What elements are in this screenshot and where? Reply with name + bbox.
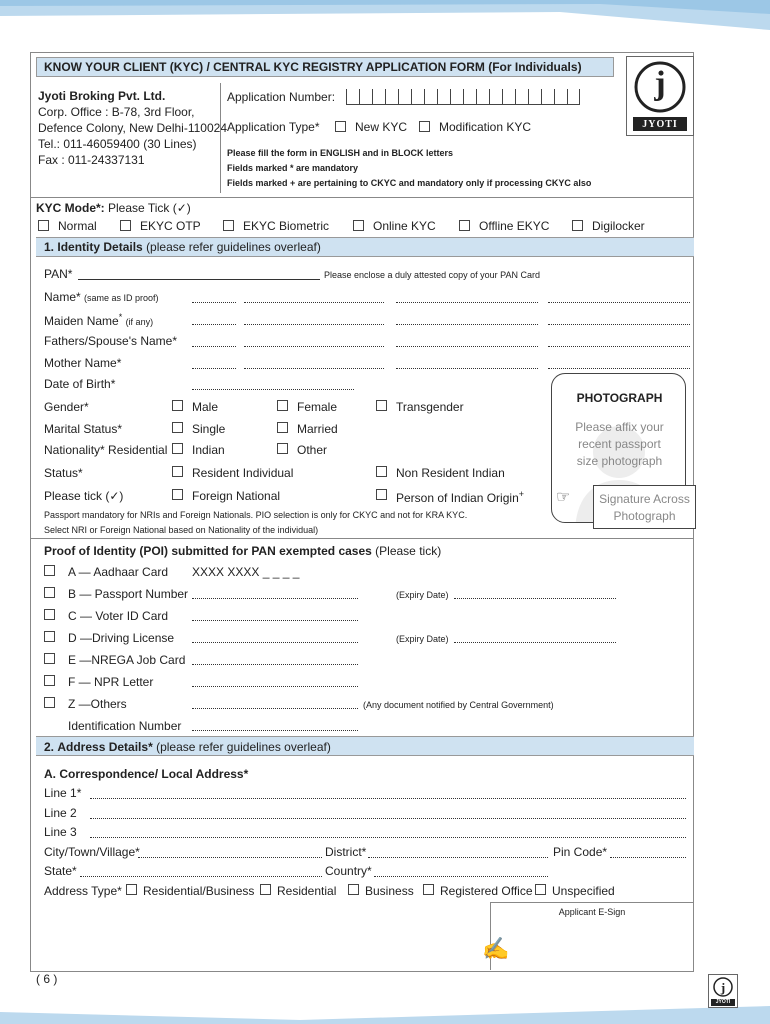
- application-number-digit[interactable]: [437, 89, 450, 105]
- photo-line2: recent passport: [578, 437, 661, 451]
- address-line3-field[interactable]: [90, 837, 686, 838]
- pin-field[interactable]: [610, 857, 686, 858]
- poi-hint: (Please tick): [375, 544, 442, 558]
- address-line2-field[interactable]: [90, 818, 686, 819]
- maiden-label-wrap: Maiden Name* (if any): [44, 312, 154, 328]
- pointing-hand-icon: ☞: [556, 489, 571, 506]
- kyc-mode-heading: [36, 201, 191, 215]
- section1-number: 1.: [44, 240, 55, 254]
- kyc-mode-normal-checkbox[interactable]: [38, 220, 49, 231]
- address-line1-field[interactable]: [90, 798, 686, 799]
- nationality-other-label: Other: [297, 443, 328, 457]
- application-number-digit[interactable]: [489, 89, 502, 105]
- footer-logo-text: JYOTI: [715, 999, 731, 1005]
- addr-registered-office-checkbox[interactable]: [423, 884, 434, 895]
- company-name: Jyoti Broking Pvt. Ltd.: [38, 89, 166, 103]
- poi-passport-expiry-label: (Expiry Date): [396, 590, 449, 600]
- addr-business-checkbox[interactable]: [348, 884, 359, 895]
- modification-kyc-label: Modification KYC: [439, 120, 532, 134]
- poi-driving-expiry-field[interactable]: [454, 642, 616, 643]
- application-type-label: Application Type*: [227, 120, 320, 134]
- pin-label: Pin Code*: [553, 845, 608, 859]
- addr-residential-business-checkbox[interactable]: [126, 884, 137, 895]
- company-address: Defence Colony, New Delhi-110024: [38, 121, 227, 135]
- name-label: Name*: [44, 290, 81, 304]
- name-hint: (same as ID proof): [84, 293, 159, 303]
- non-resident-indian-label: Non Resident Indian: [396, 466, 505, 480]
- poi-driving-field[interactable]: [192, 642, 358, 643]
- non-resident-indian-checkbox[interactable]: [376, 466, 387, 477]
- maiden-first-field[interactable]: [244, 324, 384, 325]
- kyc-mode-offline-ekyc-label: Offline EKYC: [479, 219, 550, 233]
- mother-label: Mother Name*: [44, 356, 122, 370]
- application-number-digit[interactable]: [463, 89, 476, 105]
- kyc-mode-ekyc-otp-label: EKYC OTP: [140, 219, 201, 233]
- address-line1-label: Line 1*: [44, 786, 82, 800]
- esign-label: Applicant E-Sign: [558, 907, 626, 917]
- gender-transgender-label: Transgender: [396, 400, 464, 414]
- application-number-digit[interactable]: [502, 89, 515, 105]
- new-kyc-checkbox[interactable]: [335, 121, 346, 132]
- poi-title: Proof of Identity (POI) submitted for PAN exempted cases: [44, 544, 372, 558]
- svg-text:j: j: [720, 980, 726, 995]
- poi-passport-checkbox[interactable]: [44, 587, 55, 598]
- marital-label: Marital Status*: [44, 422, 123, 436]
- poi-npr-checkbox[interactable]: [44, 675, 55, 686]
- kyc-mode-normal-label: Normal: [58, 219, 97, 233]
- name-title-field[interactable]: [192, 302, 236, 303]
- foreign-national-label: Foreign National: [192, 489, 281, 503]
- father-last-field[interactable]: [548, 346, 690, 347]
- section1-title: Identity Details: [57, 240, 143, 254]
- photo-line3: size photograph: [576, 454, 663, 468]
- section2-hint: (please refer guidelines overleaf): [156, 740, 331, 754]
- gender-male-label: Male: [192, 400, 219, 414]
- marital-single-checkbox[interactable]: [172, 422, 183, 433]
- nationality-indian-checkbox[interactable]: [172, 443, 183, 454]
- gender-female-checkbox[interactable]: [277, 400, 288, 411]
- application-number-digit[interactable]: [372, 89, 385, 105]
- application-number-digit[interactable]: [476, 89, 489, 105]
- poi-npr-field[interactable]: [192, 686, 358, 687]
- father-label: Fathers/Spouse's Name*: [44, 334, 178, 348]
- kyc-mode-digilocker-checkbox[interactable]: [572, 220, 583, 231]
- city-field[interactable]: [138, 857, 322, 858]
- gender-transgender-checkbox[interactable]: [376, 400, 387, 411]
- footer-logo: [708, 974, 738, 1008]
- address-details-heading: [44, 740, 331, 754]
- sig-line1: Signature Across: [599, 492, 690, 506]
- addr-unspecified-label: Unspecified: [552, 884, 615, 898]
- application-number-digit[interactable]: [541, 89, 554, 105]
- pio-label: Person of Indian Origin: [396, 491, 519, 505]
- application-number-digit[interactable]: [528, 89, 541, 105]
- application-number-digit[interactable]: [411, 89, 424, 105]
- poi-nrega-checkbox[interactable]: [44, 653, 55, 664]
- application-number-digit[interactable]: [385, 89, 398, 105]
- state-field[interactable]: [80, 876, 322, 877]
- identity-details-heading: [44, 240, 321, 254]
- district-field[interactable]: [368, 857, 548, 858]
- logo-text: JYOTI: [642, 119, 678, 130]
- pan-label: PAN*: [44, 267, 73, 281]
- state-label: State*: [44, 864, 77, 878]
- poi-voter-field[interactable]: [192, 620, 358, 621]
- pio-checkbox[interactable]: [376, 489, 387, 500]
- kyc-mode-ekyc-biometric-checkbox[interactable]: [223, 220, 234, 231]
- poi-nrega-field[interactable]: [192, 664, 358, 665]
- note-mandatory: Fields marked * are mandatory: [227, 163, 359, 173]
- addr-unspecified-checkbox[interactable]: [535, 884, 546, 895]
- application-number-digit[interactable]: [450, 89, 463, 105]
- poi-passport-number-field[interactable]: [192, 598, 358, 599]
- poi-others-label: Z —Others: [68, 697, 127, 711]
- foreign-national-checkbox[interactable]: [172, 489, 183, 500]
- pio-label-wrap: Person of Indian Origin+: [396, 489, 525, 505]
- poi-voter-label: C — Voter ID Card: [68, 609, 169, 623]
- mother-first-field[interactable]: [244, 368, 384, 369]
- marital-married-label: Married: [297, 422, 338, 436]
- kyc-mode-offline-ekyc-checkbox[interactable]: [459, 220, 470, 231]
- district-label: District*: [325, 845, 367, 859]
- address-line3-label: Line 3: [44, 825, 77, 839]
- note-english: Please fill the form in ENGLISH and in BLOCK letters: [227, 148, 454, 158]
- city-label: City/Town/Village*: [44, 845, 140, 859]
- maiden-label: Maiden Name: [44, 314, 119, 328]
- photo-line1: Please affix your: [575, 420, 664, 434]
- application-number-digit[interactable]: [515, 89, 528, 105]
- status-label: Status*: [44, 466, 83, 480]
- address-type-label: Address Type*: [44, 884, 122, 898]
- section2-title: Address Details*: [57, 740, 153, 754]
- logo-letter: j: [654, 65, 666, 102]
- poi-id-number-field[interactable]: [192, 730, 358, 731]
- gender-female-label: Female: [297, 400, 338, 414]
- poi-aadhaar-label: A — Aadhaar Card: [68, 565, 169, 579]
- addr-residential-business-label: Residential/Business: [143, 884, 255, 898]
- gender-label: Gender*: [44, 400, 89, 414]
- kyc-mode-online-kyc-checkbox[interactable]: [353, 220, 364, 231]
- kyc-mode-hint: Please Tick (✓): [108, 201, 191, 215]
- form-title: KNOW YOUR CLIENT (KYC) / CENTRAL KYC REGISTRY APPLICATION FORM (For Individuals): [44, 60, 582, 74]
- application-number-boxes[interactable]: [346, 89, 580, 105]
- nationality-indian-label: Indian: [192, 443, 225, 457]
- father-first-field[interactable]: [244, 346, 384, 347]
- application-number-digit[interactable]: [346, 89, 359, 105]
- poi-id-number-label: Identification Number: [68, 719, 182, 733]
- resident-individual-checkbox[interactable]: [172, 466, 183, 477]
- bottom-decorative-band: [0, 998, 770, 1024]
- name-middle-field[interactable]: [396, 302, 538, 303]
- application-number-digit[interactable]: [424, 89, 437, 105]
- addr-business-label: Business: [365, 884, 414, 898]
- poi-passport-label: B — Passport Number: [68, 587, 189, 601]
- poi-others-note: (Any document notified by Central Government): [363, 700, 554, 710]
- father-title-field[interactable]: [192, 346, 236, 347]
- section2-number: 2.: [44, 740, 55, 754]
- application-number-digit[interactable]: [554, 89, 567, 105]
- poi-passport-expiry-field[interactable]: [454, 598, 616, 599]
- poi-voter-checkbox[interactable]: [44, 609, 55, 620]
- header-divider: [220, 83, 221, 193]
- mother-title-field[interactable]: [192, 368, 236, 369]
- kyc-mode-label: KYC Mode*:: [36, 201, 105, 215]
- signature-across-photo-box[interactable]: [593, 485, 696, 529]
- maiden-title-field[interactable]: [192, 324, 236, 325]
- kyc-mode-online-kyc-label: Online KYC: [373, 219, 436, 233]
- jyoti-logo: [626, 56, 694, 136]
- maiden-hint: (if any): [125, 317, 154, 327]
- kyc-mode-digilocker-label: Digilocker: [592, 219, 645, 233]
- marital-married-checkbox[interactable]: [277, 422, 288, 433]
- new-kyc-label: New KYC: [355, 120, 408, 134]
- company-office: Corp. Office : B-78, 3rd Floor,: [38, 105, 195, 119]
- poi-heading: [44, 544, 441, 558]
- top-decorative-band: [0, 0, 770, 38]
- addr-residential-checkbox[interactable]: [260, 884, 271, 895]
- maiden-last-field[interactable]: [548, 324, 690, 325]
- company-tel: Tel.: 011-46059400 (30 Lines): [38, 137, 197, 151]
- name-label-wrap: [44, 290, 159, 304]
- gender-male-checkbox[interactable]: [172, 400, 183, 411]
- poi-nrega-label: E —NREGA Job Card: [68, 653, 186, 667]
- marital-single-label: Single: [192, 422, 226, 436]
- poi-others-checkbox[interactable]: [44, 697, 55, 708]
- application-number-digit[interactable]: [567, 89, 580, 105]
- address-line2-label: Line 2: [44, 806, 77, 820]
- country-field[interactable]: [374, 876, 548, 877]
- header-bottom-line: [30, 197, 694, 198]
- poi-aadhaar-mask: XXXX XXXX _ _ _ _: [192, 565, 300, 579]
- poi-driving-label: D —Driving License: [68, 631, 175, 645]
- company-fax: Fax : 011-24337131: [38, 153, 145, 167]
- sig-line2: Photograph: [613, 509, 676, 523]
- poi-aadhaar-checkbox[interactable]: [44, 565, 55, 576]
- dob-label: Date of Birth*: [44, 377, 116, 391]
- maiden-middle-field[interactable]: [396, 324, 538, 325]
- mother-middle-field[interactable]: [396, 368, 538, 369]
- tick-label: Please tick (✓): [44, 489, 124, 503]
- father-middle-field[interactable]: [396, 346, 538, 347]
- application-number-digit[interactable]: [359, 89, 372, 105]
- pen-icon: ✍: [482, 936, 510, 961]
- poi-npr-label: F — NPR Letter: [68, 675, 154, 689]
- nationality-other-checkbox[interactable]: [277, 443, 288, 454]
- resident-individual-label: Resident Individual: [192, 466, 294, 480]
- select-note: Select NRI or Foreign National based on Nationality of the individual): [44, 525, 319, 535]
- section1-hint: (please refer guidelines overleaf): [146, 240, 321, 254]
- kyc-mode-ekyc-otp-checkbox[interactable]: [120, 220, 131, 231]
- dob-field[interactable]: [192, 389, 354, 390]
- section1-bottom-line: [30, 538, 694, 539]
- name-first-field[interactable]: [244, 302, 384, 303]
- pan-note: Please enclose a duly attested copy of your PAN Card: [324, 270, 540, 280]
- correspondence-heading: A. Correspondence/ Local Address*: [44, 767, 249, 781]
- pan-field[interactable]: [78, 279, 320, 280]
- poi-others-field[interactable]: [192, 708, 358, 709]
- addr-registered-office-label: Registered Office: [440, 884, 533, 898]
- mother-last-field[interactable]: [548, 368, 690, 369]
- nationality-label: Nationality* Residential: [44, 443, 168, 457]
- application-number-label: Application Number:: [227, 90, 336, 104]
- addr-residential-label: Residential: [277, 884, 337, 898]
- poi-driving-expiry-label: (Expiry Date): [396, 634, 449, 644]
- application-number-digit[interactable]: [398, 89, 411, 105]
- page-number: ( 6 ): [36, 972, 58, 986]
- passport-note: Passport mandatory for NRIs and Foreign Nationals. PIO selection is only for CKYC and not for KRA KYC.: [44, 510, 468, 520]
- kyc-mode-ekyc-biometric-label: EKYC Biometric: [243, 219, 330, 233]
- photo-title: PHOTOGRAPH: [576, 391, 663, 405]
- note-ckyc: Fields marked + are pertaining to CKYC and mandatory only if processing CKYC also: [227, 178, 592, 188]
- country-label: Country*: [325, 864, 372, 878]
- name-last-field[interactable]: [548, 302, 690, 303]
- poi-driving-checkbox[interactable]: [44, 631, 55, 642]
- modification-kyc-checkbox[interactable]: [419, 121, 430, 132]
